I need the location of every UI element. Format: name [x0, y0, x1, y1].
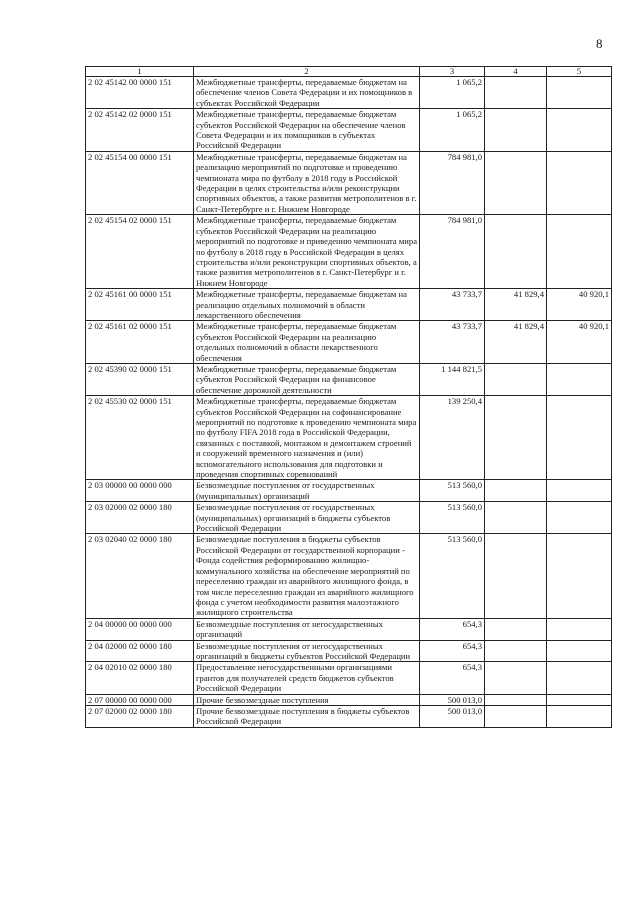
amount-col3-cell: 1 144 821,5	[420, 363, 485, 395]
table-body	[86, 77, 612, 728]
budget-code-cell: 2 02 45161 00 0000 151	[86, 289, 194, 321]
amount-col5-cell: 40 920,1	[547, 289, 612, 321]
amount-col3-cell: 654,3	[420, 662, 485, 694]
budget-code-cell: 2 02 45530 02 0000 151	[86, 396, 194, 480]
description-cell: Безвозмездные поступления от негосударственных организаций	[194, 618, 420, 640]
amount-col5-cell	[547, 480, 612, 502]
amount-col4-cell	[485, 151, 547, 214]
amount-col5-cell	[547, 396, 612, 480]
amount-col3-cell: 513 560,0	[420, 502, 485, 534]
budget-code-cell: 2 03 02000 02 0000 180	[86, 502, 194, 534]
amount-col4-cell	[485, 662, 547, 694]
amount-col5-cell: 40 920,1	[547, 321, 612, 364]
amount-col5-cell	[547, 640, 612, 662]
table-row	[86, 502, 612, 534]
amount-col5-cell	[547, 77, 612, 109]
amount-col3-cell: 654,3	[420, 640, 485, 662]
budget-code-cell: 2 02 45142 02 0000 151	[86, 109, 194, 152]
budget-code-cell: 2 02 45142 00 0000 151	[86, 77, 194, 109]
amount-col3-cell: 654,3	[420, 618, 485, 640]
amount-col5-cell	[547, 109, 612, 152]
table-header-row	[86, 67, 612, 77]
table-row	[86, 151, 612, 214]
page-number: 8	[596, 36, 603, 51]
table-row	[86, 77, 612, 109]
amount-col3-cell: 43 733,7	[420, 289, 485, 321]
description-cell: Безвозмездные поступления в бюджеты субъектов Российской Федерации от государственной корпорации - Фонда содействия реформированию жилищно-коммунального хозяйства на обеспечение мероприятий по переселению граждан из аварийного жилищного фонда, в том числе переселению граждан из аварийного жилищного фонда с учетом необходимости развития малоэтажного жилищного строительства	[194, 534, 420, 618]
budget-code-cell: 2 03 02040 02 0000 180	[86, 534, 194, 618]
amount-col3-cell: 43 733,7	[420, 321, 485, 364]
amount-col3-cell: 784 981,0	[420, 215, 485, 289]
amount-col3-cell: 1 065,2	[420, 77, 485, 109]
description-cell: Межбюджетные трансферты, передаваемые бюджетам субъектов Российской Федерации на реализацию отдельных полномочий в области лекарственного обеспечения	[194, 321, 420, 364]
amount-col4-cell	[485, 215, 547, 289]
amount-col4-cell	[485, 640, 547, 662]
budget-code-cell: 2 07 02000 02 0000 180	[86, 705, 194, 727]
description-cell: Межбюджетные трансферты, передаваемые бюджетам субъектов Российской Федерации на софинансирование мероприятий по подготовке к проведению чемпионата мира по футболу FIFA 2018 года в Российской Федерации, связанных с поставкой, монтажом и демонтажем строений и сооружений временного назначения и (или) вспомогательного использования для подготовки и проведения спортивных соревнований	[194, 396, 420, 480]
description-cell: Межбюджетные трансферты, передаваемые бюджетам субъектов Российской Федерации на реализацию мероприятий по подготовке и приведению чемпионата мира по футболу в 2018 году в Российской Федерации в целях строительства и/или реконструкции спортивных объектов, а также развития метрополитенов в г. Санкт-Петербург и г. Нижнем Новгороде	[194, 215, 420, 289]
amount-col5-cell	[547, 662, 612, 694]
amount-col4-cell	[485, 705, 547, 727]
amount-col3-cell: 784 981,0	[420, 151, 485, 214]
table-row	[86, 109, 612, 152]
table-row	[86, 662, 612, 694]
description-cell: Межбюджетные трансферты, передаваемые бюджетам на обеспечение членов Совета Федерации и их помощников в субъектах Российской Федерации	[194, 77, 420, 109]
amount-col5-cell	[547, 502, 612, 534]
amount-col3-cell: 513 560,0	[420, 534, 485, 618]
amount-col3-cell: 500 013,0	[420, 705, 485, 727]
column-header-5: 5	[547, 67, 612, 77]
description-cell: Безвозмездные поступления от государственных (муниципальных) организаций в бюджеты субъектов Российской Федерации	[194, 502, 420, 534]
budget-revenue-table	[85, 66, 612, 728]
amount-col5-cell	[547, 215, 612, 289]
description-cell: Прочие безвозмездные поступления в бюджеты субъектов Российской Федерации	[194, 705, 420, 727]
amount-col3-cell: 513 560,0	[420, 480, 485, 502]
description-cell: Межбюджетные трансферты, передаваемые бюджетам на реализацию мероприятий по подготовке и проведению чемпионата мира по футболу в 2018 году в Российской Федерации в целях строительства и/или реконструкции спортивных объектов, а также развития метрополитенов в г. Санкт-Петербурге и г. Нижнем Новгороде	[194, 151, 420, 214]
table-row	[86, 321, 612, 364]
amount-col5-cell	[547, 534, 612, 618]
table-row	[86, 618, 612, 640]
description-cell: Прочие безвозмездные поступления	[194, 694, 420, 705]
description-cell: Межбюджетные трансферты, передаваемые бюджетам субъектов Российской Федерации на финансовое обеспечение дорожной деятельности	[194, 363, 420, 395]
amount-col5-cell	[547, 694, 612, 705]
amount-col4-cell	[485, 480, 547, 502]
amount-col4-cell	[485, 77, 547, 109]
description-cell: Межбюджетные трансферты, передаваемые бюджетам на реализацию отдельных полномочий в области лекарственного обеспечения	[194, 289, 420, 321]
table-row	[86, 480, 612, 502]
description-cell: Безвозмездные поступления от негосударственных организаций в бюджеты субъектов Российской Федерации	[194, 640, 420, 662]
budget-code-cell: 2 02 45154 00 0000 151	[86, 151, 194, 214]
column-header-2: 2	[194, 67, 420, 77]
amount-col4-cell	[485, 109, 547, 152]
amount-col4-cell	[485, 502, 547, 534]
amount-col3-cell: 1 065,2	[420, 109, 485, 152]
amount-col3-cell: 500 013,0	[420, 694, 485, 705]
amount-col5-cell	[547, 618, 612, 640]
amount-col4-cell	[485, 618, 547, 640]
amount-col3-cell: 139 250,4	[420, 396, 485, 480]
table-row	[86, 694, 612, 705]
amount-col4-cell: 41 829,4	[485, 289, 547, 321]
table-row	[86, 534, 612, 618]
description-cell: Межбюджетные трансферты, передаваемые бюджетам субъектов Российской Федерации на обеспечение членов Совета Федерации и их помощников в субъектах Российской Федерации	[194, 109, 420, 152]
amount-col4-cell	[485, 396, 547, 480]
table-row	[86, 289, 612, 321]
budget-code-cell: 2 02 45390 02 0000 151	[86, 363, 194, 395]
amount-col5-cell	[547, 705, 612, 727]
amount-col5-cell	[547, 363, 612, 395]
table-row	[86, 363, 612, 395]
table-row	[86, 640, 612, 662]
budget-code-cell: 2 04 00000 00 0000 000	[86, 618, 194, 640]
amount-col4-cell	[485, 363, 547, 395]
budget-code-cell: 2 03 00000 00 0000 000	[86, 480, 194, 502]
column-header-4: 4	[485, 67, 547, 77]
budget-code-cell: 2 04 02010 02 0000 180	[86, 662, 194, 694]
amount-col4-cell	[485, 534, 547, 618]
table-row	[86, 705, 612, 727]
column-header-1: 1	[86, 67, 194, 77]
table-row	[86, 396, 612, 480]
amount-col4-cell: 41 829,4	[485, 321, 547, 364]
amount-col5-cell	[547, 151, 612, 214]
description-cell: Предоставление негосударственными организациями грантов для получателей средств бюджетов субъектов Российской Федерации	[194, 662, 420, 694]
budget-code-cell: 2 04 02000 02 0000 180	[86, 640, 194, 662]
budget-code-cell: 2 07 00000 00 0000 000	[86, 694, 194, 705]
amount-col4-cell	[485, 694, 547, 705]
table-row	[86, 215, 612, 289]
budget-code-cell: 2 02 45161 02 0000 151	[86, 321, 194, 364]
column-header-3: 3	[420, 67, 485, 77]
description-cell: Безвозмездные поступления от государственных (муниципальных) организаций	[194, 480, 420, 502]
budget-code-cell: 2 02 45154 02 0000 151	[86, 215, 194, 289]
